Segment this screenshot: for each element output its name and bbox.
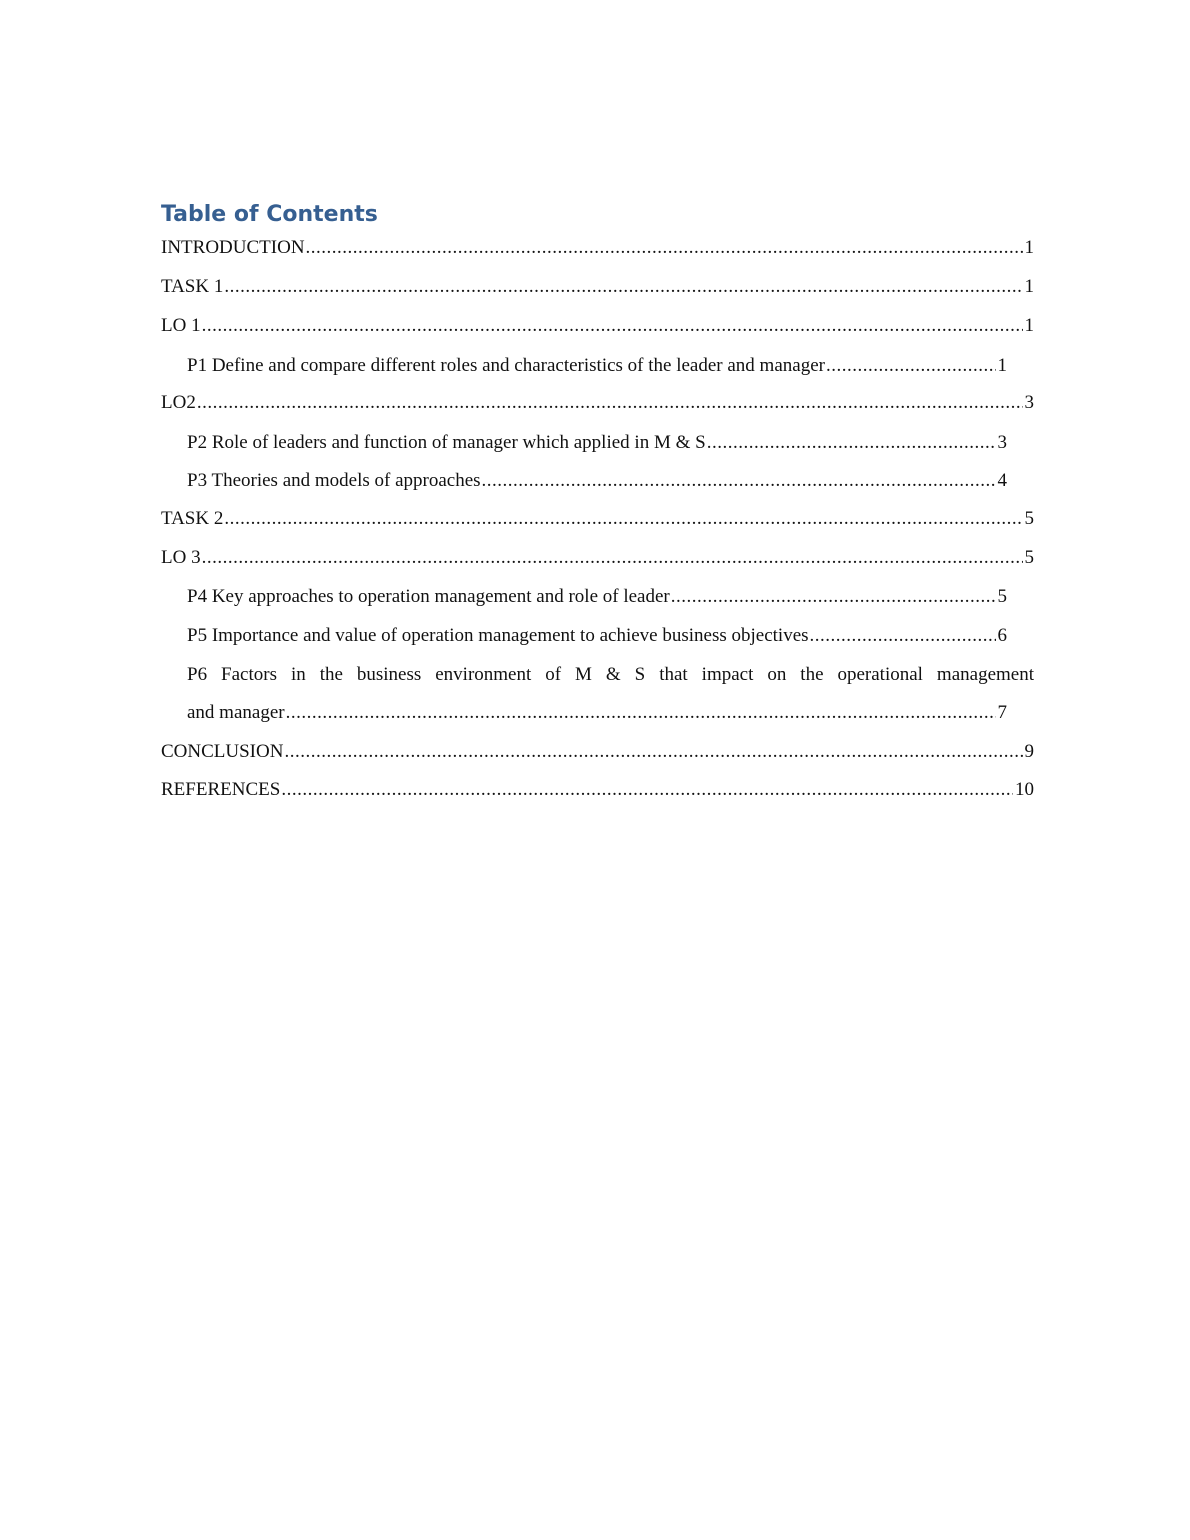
toc-leader-dots <box>202 546 1023 570</box>
toc-entry-p4[interactable] <box>187 585 1007 609</box>
toc-leader-dots <box>281 778 1013 802</box>
toc-entry-label: INTRODUCTION <box>161 237 305 258</box>
toc-entry-label: LO2 <box>161 392 196 413</box>
toc-leader-dots <box>286 701 996 725</box>
toc-leader-dots <box>224 507 1022 531</box>
toc-leader-dots <box>671 585 996 609</box>
toc-entry-label: P3 Theories and models of approaches <box>187 470 481 491</box>
toc-entry-page: 5 <box>1024 508 1034 529</box>
toc-leader-dots <box>224 275 1022 299</box>
toc-leader-dots <box>707 431 996 455</box>
toc-entry-references[interactable] <box>161 778 1034 802</box>
toc-entry-introduction[interactable] <box>161 236 1034 260</box>
toc-entry-page: 3 <box>1024 392 1034 413</box>
toc-entry-page: 1 <box>1024 237 1034 258</box>
toc-leader-dots <box>810 624 996 648</box>
toc-entry-label: CONCLUSION <box>161 741 284 762</box>
toc-entry-label: REFERENCES <box>161 779 281 800</box>
toc-entry-page: 1 <box>1024 315 1034 336</box>
toc-entry-task-2[interactable] <box>161 507 1034 531</box>
toc-entry-p5[interactable] <box>187 624 1007 648</box>
toc-entry-page: 1 <box>997 355 1007 376</box>
toc-entry-lo-1[interactable] <box>161 314 1034 338</box>
toc-leader-dots <box>197 391 1023 415</box>
toc-leader-dots <box>826 354 996 378</box>
toc-leader-dots <box>284 740 1022 764</box>
toc-entry-label: TASK 2 <box>161 508 224 529</box>
toc-entry-page: 5 <box>997 586 1007 607</box>
toc-entry-p6-line-1[interactable]: P6 Factors in the business environment of M & S that impact on the operational management <box>187 664 1034 685</box>
toc-entry-label: P4 Key approaches to operation management and role of leader <box>187 586 670 607</box>
toc-entry-lo-3[interactable] <box>161 546 1034 570</box>
toc-entry-p1[interactable] <box>187 354 1007 378</box>
toc-entry-page: 3 <box>997 432 1007 453</box>
toc-title: Table of Contents <box>161 202 378 227</box>
toc-entry-label: P2 Role of leaders and function of manager which applied in M & S <box>187 432 706 453</box>
toc-entry-label: TASK 1 <box>161 276 224 297</box>
toc-entry-page: 9 <box>1024 741 1034 762</box>
toc-leader-dots <box>202 314 1023 338</box>
toc-entry-p6[interactable] <box>187 701 1007 725</box>
toc-entry-label: P1 Define and compare different roles and characteristics of the leader and manager <box>187 355 825 376</box>
toc-leader-dots <box>306 236 1023 260</box>
toc-entry-page: 5 <box>1024 547 1034 568</box>
toc-entry-lo2[interactable] <box>161 391 1034 415</box>
toc-entry-label: LO 1 <box>161 315 201 336</box>
toc-entry-page: 7 <box>997 702 1007 723</box>
toc-entry-p3[interactable] <box>187 469 1007 493</box>
toc-entry-task-1[interactable] <box>161 275 1034 299</box>
toc-entry-page: 1 <box>1024 276 1034 297</box>
toc-entry-page: 4 <box>997 470 1007 491</box>
toc-entry-label: and manager <box>187 702 285 723</box>
toc-entry-p2[interactable] <box>187 431 1007 455</box>
toc-entry-page: 6 <box>997 625 1007 646</box>
toc-entry-conclusion[interactable] <box>161 740 1034 764</box>
toc-leader-dots <box>482 469 996 493</box>
toc-entry-page: 10 <box>1015 779 1034 800</box>
toc-entry-label: P5 Importance and value of operation management to achieve business objectives <box>187 625 809 646</box>
toc-entry-label: LO 3 <box>161 547 201 568</box>
